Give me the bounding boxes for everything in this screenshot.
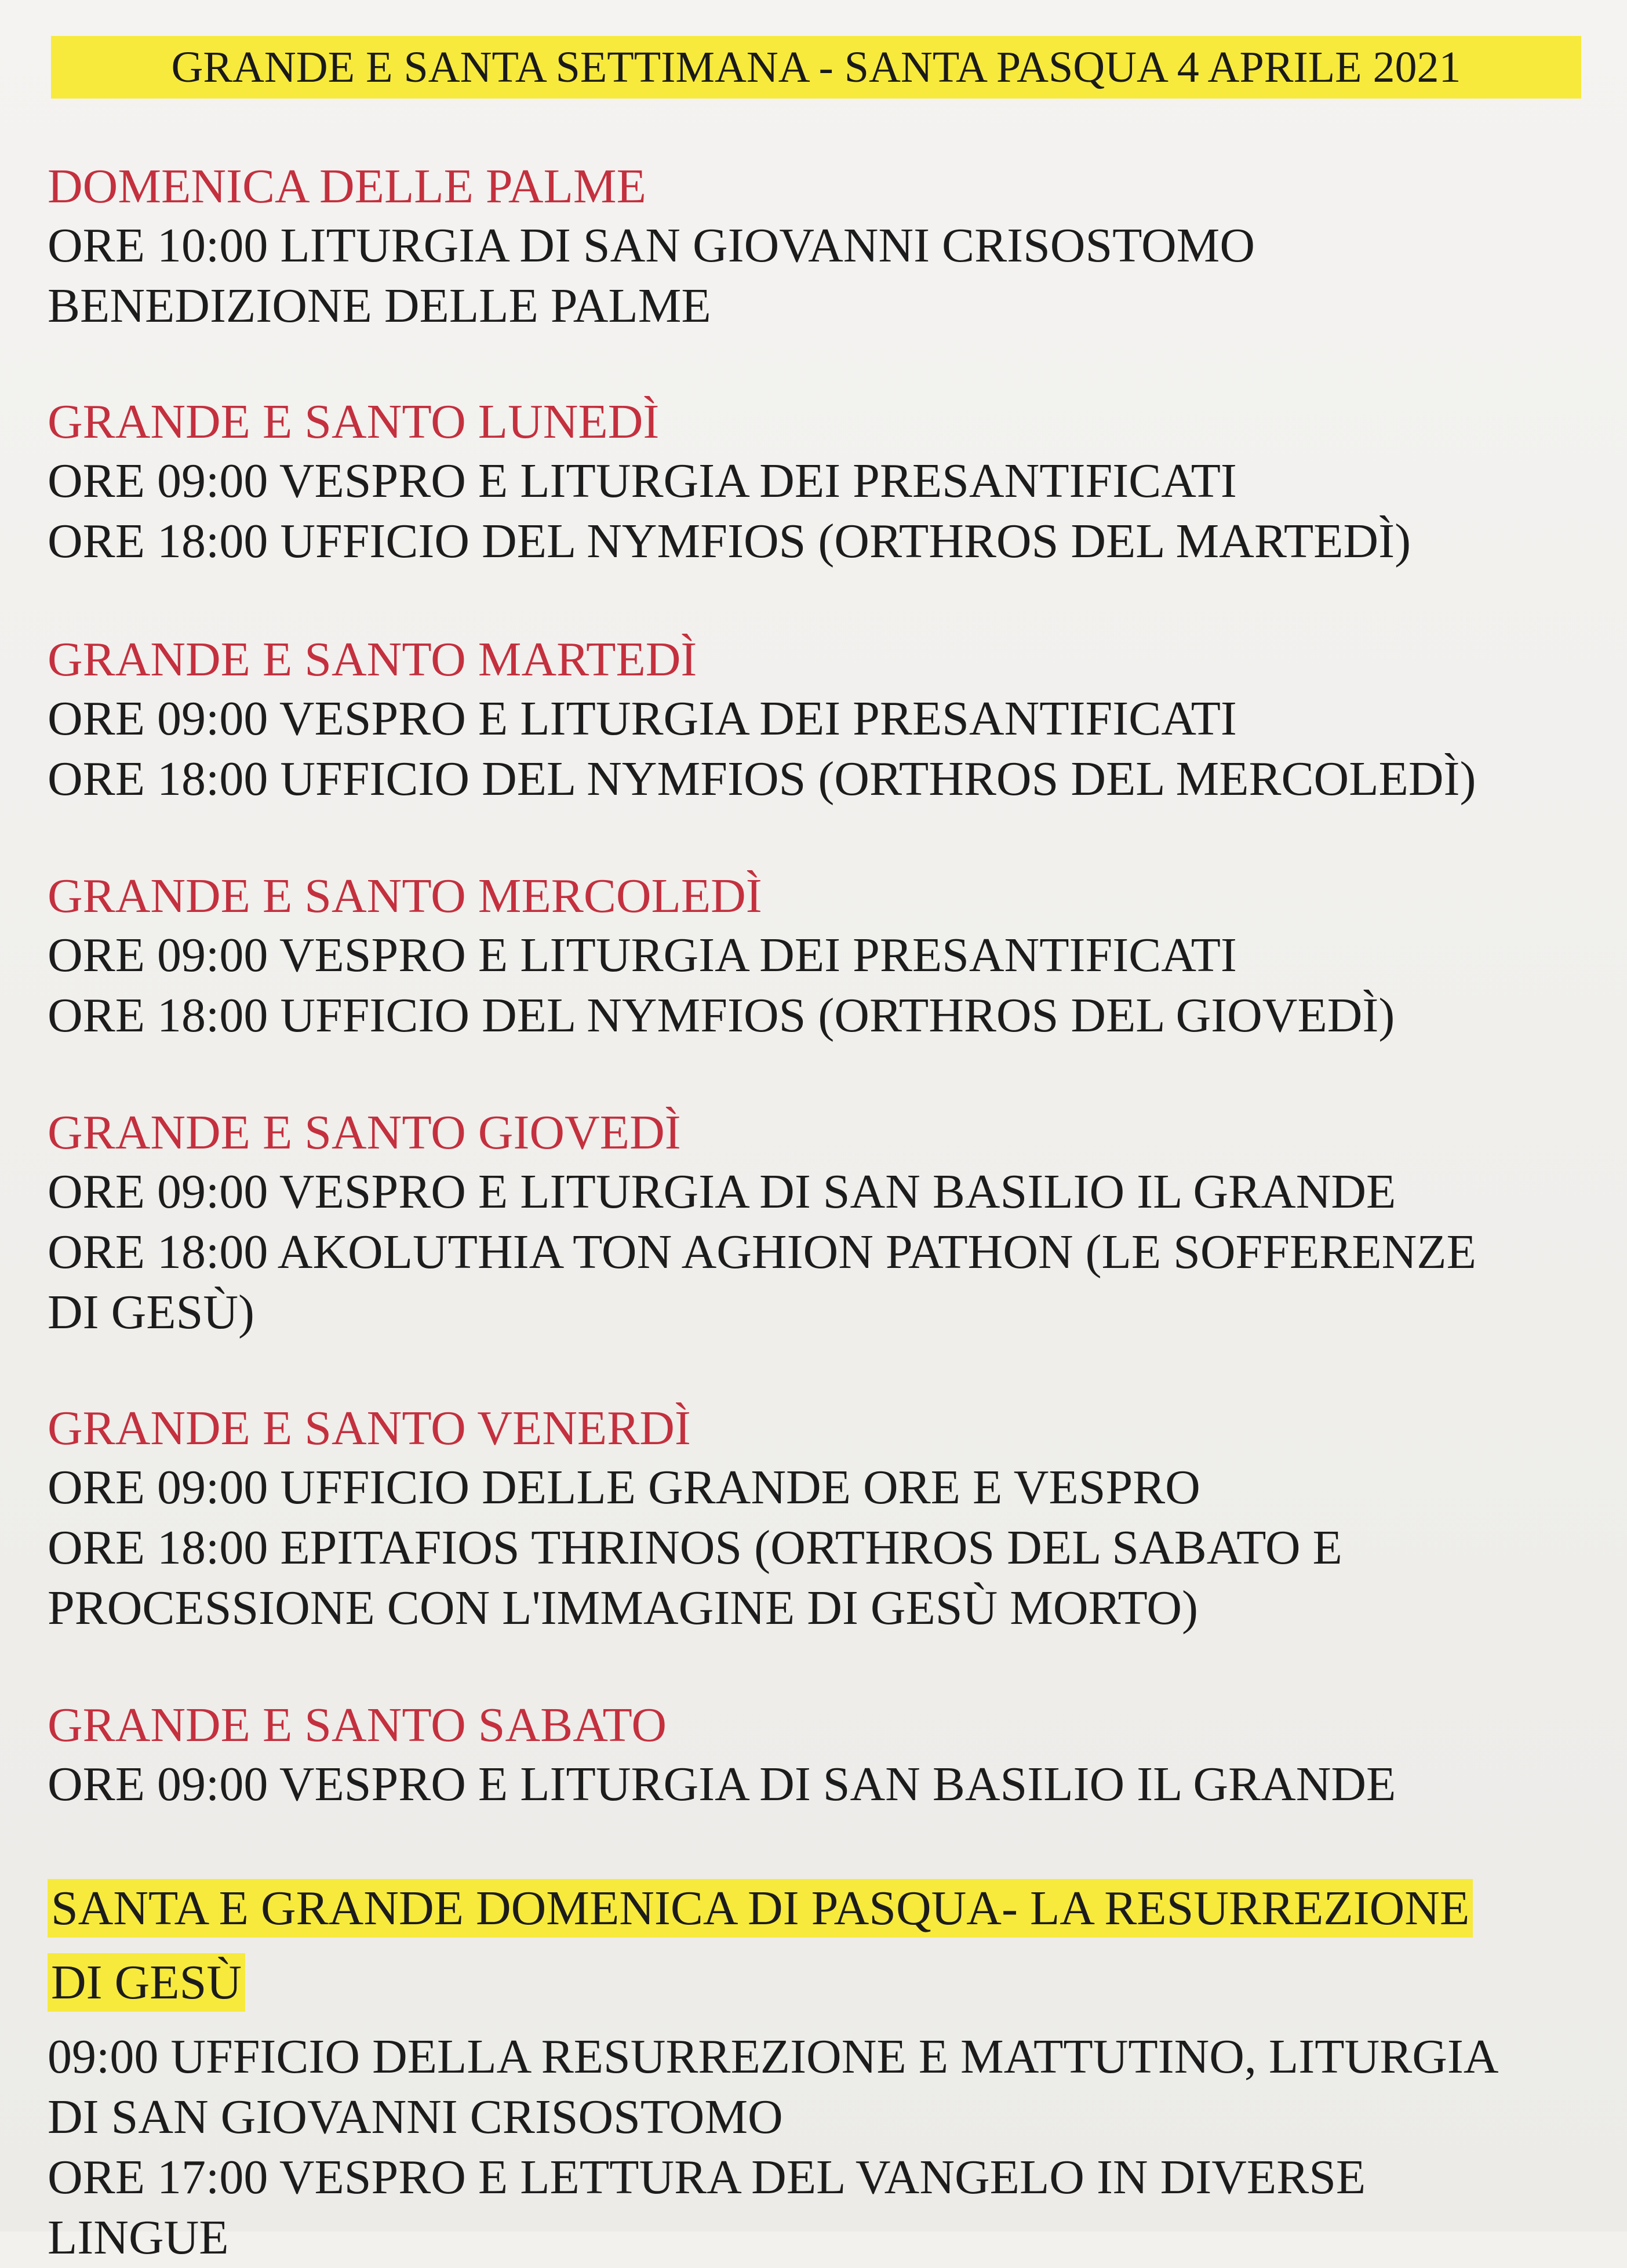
section-tuesday — [48, 631, 1601, 809]
schedule-line: ORE 18:00 EPITAFIOS THRINOS (ORTHROS DEL SABATO E — [48, 1521, 1342, 1575]
section-heading: GRANDE E SANTO GIOVEDÌ — [48, 1106, 681, 1160]
schedule-line: ORE 18:00 UFFICIO DEL NYMFIOS (ORTHROS DEL GIOVEDÌ) — [48, 988, 1395, 1042]
section-heading: DOMENICA DELLE PALME — [48, 159, 646, 213]
section-heading: GRANDE E SANTO MARTEDÌ — [48, 633, 697, 686]
schedule-line: DI SAN GIOVANNI CRISOSTOMO — [48, 2090, 783, 2144]
schedule-line: BENEDIZIONE DELLE PALME — [48, 279, 711, 333]
easter-heading — [48, 1878, 1601, 2027]
section-heading: GRANDE E SANTO SABATO — [48, 1698, 667, 1752]
section-monday — [48, 393, 1601, 572]
schedule-line: PROCESSIONE CON L'IMMAGINE DI GESÙ MORTO) — [48, 1581, 1198, 1635]
schedule-line: DI GESÙ) — [48, 1285, 254, 1339]
schedule-line: ORE 18:00 UFFICIO DEL NYMFIOS (ORTHROS DEL MARTEDÌ) — [48, 514, 1411, 568]
section-heading: GRANDE E SANTO VENERDÌ — [48, 1401, 691, 1455]
section-heading: GRANDE E SANTO LUNEDÌ — [48, 395, 660, 449]
schedule-line: ORE 18:00 UFFICIO DEL NYMFIOS (ORTHROS DEL MERCOLEDÌ) — [48, 752, 1476, 806]
schedule-line: ORE 18:00 AKOLUTHIA TON AGHION PATHON (LE SOFFERENZE — [48, 1225, 1476, 1279]
schedule-line: ORE 09:00 VESPRO E LITURGIA DEI PRESANTIFICATI — [48, 928, 1237, 982]
schedule-line: ORE 09:00 VESPRO E LITURGIA DI SAN BASILIO IL GRANDE — [48, 1165, 1396, 1219]
section-friday — [48, 1400, 1601, 1638]
schedule-line: 09:00 UFFICIO DELLA RESURREZIONE E MATTUTINO, LITURGIA — [48, 2030, 1499, 2084]
schedule-line: ORE 09:00 VESPRO E LITURGIA DEI PRESANTIFICATI — [48, 454, 1237, 508]
schedule-line: LINGUE — [48, 2211, 229, 2265]
schedule-line: ORE 09:00 UFFICIO DELLE GRANDE ORE E VESPRO — [48, 1460, 1200, 1514]
schedule-line: ORE 10:00 LITURGIA DI SAN GIOVANNI CRISOSTOMO — [48, 219, 1255, 272]
section-thursday — [48, 1104, 1601, 1343]
section-wednesday — [48, 867, 1601, 1046]
section-saturday — [48, 1696, 1601, 1815]
section-palm-sunday — [48, 158, 1601, 336]
easter-heading-line: DI GESÙ — [48, 1953, 245, 2012]
section-heading: GRANDE E SANTO MERCOLEDÌ — [48, 869, 762, 923]
schedule-line: ORE 17:00 VESPRO E LETTURA DEL VANGELO IN DIVERSE — [48, 2150, 1366, 2204]
section-easter — [48, 1878, 1601, 2268]
page-title: GRANDE E SANTA SETTIMANA - SANTA PASQUA 4 APRILE 2021 — [51, 36, 1581, 99]
schedule-line: ORE 09:00 VESPRO E LITURGIA DI SAN BASILIO IL GRANDE — [48, 1757, 1396, 1811]
schedule-line: ORE 09:00 VESPRO E LITURGIA DEI PRESANTIFICATI — [48, 692, 1237, 746]
easter-heading-line: SANTA E GRANDE DOMENICA DI PASQUA- LA RESURREZIONE — [48, 1879, 1473, 1938]
